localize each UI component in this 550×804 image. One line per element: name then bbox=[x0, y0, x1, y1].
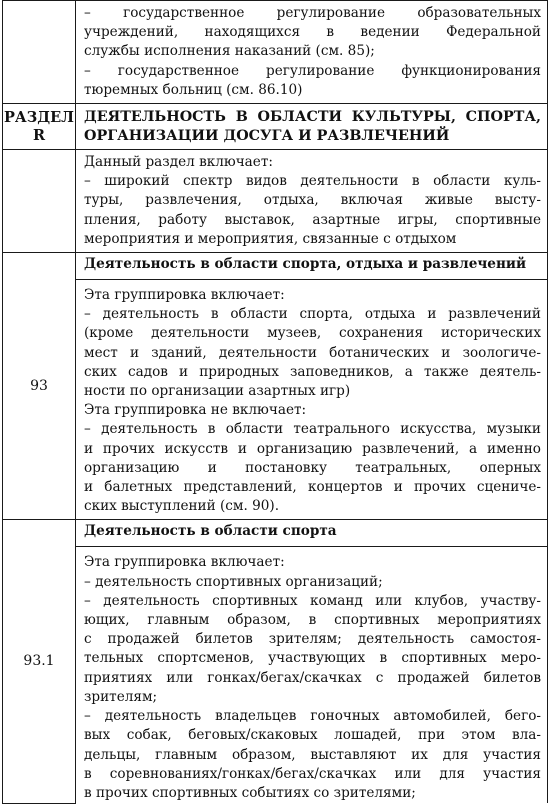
section-title-line: ОРГАНИЗАЦИИ ДОСУГА И РАЗВЛЕЧЕНИЙ bbox=[84, 127, 450, 144]
text-line: вых собак, беговых/скаковых лошадей, при этом вла- bbox=[84, 727, 541, 744]
table-row bbox=[3, 547, 548, 803]
text-line: – деятельность спортивных команд или клубов, участву- bbox=[84, 592, 541, 609]
text-line: – государственное регулирование образовательных bbox=[84, 5, 541, 21]
description-cell bbox=[76, 547, 548, 803]
section-row bbox=[3, 104, 548, 150]
text-line: (кроме деятельности музеев, сохранения исторических bbox=[84, 325, 541, 342]
text-line: дельцы, главным образом, выставляют их для участия bbox=[84, 746, 541, 763]
text-line: – деятельность спортивных организаций; bbox=[84, 573, 383, 590]
code-cell bbox=[3, 1, 76, 104]
text-line: в прочих спортивных событиях со зрителями; bbox=[84, 784, 416, 801]
group-code-cell: 93.1 bbox=[3, 520, 76, 803]
text-line: организацию и постановку театральных, оперных bbox=[84, 459, 541, 476]
text-line: – деятельность владельцев гоночных автомобилей, бего- bbox=[84, 708, 541, 725]
group-heading-cell: Деятельность в области спорта bbox=[76, 520, 548, 547]
section-code-label: РАЗДЕЛ bbox=[4, 108, 74, 126]
classifier-page bbox=[2, 0, 548, 804]
text-line: Эта группировка включает: bbox=[84, 287, 285, 304]
group-heading-row bbox=[3, 253, 548, 280]
text-line: Эта группировка не включает: bbox=[84, 402, 307, 419]
group-heading-cell: Деятельность в области спорта, отдыха и развлечений bbox=[76, 253, 548, 280]
text-line: – широкий спектр видов деятельности в области куль- bbox=[84, 173, 541, 190]
table-row bbox=[3, 280, 548, 520]
text-line: ности по организации азартных игр) bbox=[84, 383, 351, 400]
text-line: туры, развлечения, отдыха, включая живые высту- bbox=[84, 192, 541, 209]
text-line: службы исполнения наказаний (см. 85); bbox=[84, 43, 375, 60]
text-line: и прочих искусств и организацию развлечений, а именно bbox=[84, 440, 541, 457]
text-line: с продажей билетов зрителям; деятельность самостоя- bbox=[84, 631, 541, 648]
description-cell bbox=[76, 150, 548, 253]
section-code-cell bbox=[3, 104, 76, 150]
classifier-table bbox=[2, 0, 548, 804]
group-heading-row bbox=[3, 520, 548, 547]
group-code-cell: 93 bbox=[3, 253, 76, 520]
text-line: Эта группировка включает: bbox=[84, 554, 285, 571]
description-cell bbox=[76, 1, 548, 104]
table-row bbox=[3, 1, 548, 104]
section-code-letter: R bbox=[32, 126, 46, 144]
code-cell bbox=[3, 150, 76, 253]
text-line: – государственное регулирование функционирования bbox=[84, 62, 541, 79]
text-line: учреждений, находящихся в ведении Федеральной bbox=[84, 24, 541, 41]
section-title-cell bbox=[76, 104, 548, 150]
text-line: мест и зданий, деятельности ботанических и зоологиче- bbox=[84, 344, 541, 361]
text-line: в соревнованиях/гонках/бегах/скачках или для участия bbox=[84, 765, 541, 782]
text-line: ющих, главным образом, в спортивных мероприятиях bbox=[84, 612, 541, 629]
text-line: Данный раздел включает: bbox=[84, 154, 273, 171]
section-title-line: ДЕЯТЕЛЬНОСТЬ В ОБЛАСТИ КУЛЬТУРЫ, СПОРТА, bbox=[84, 108, 541, 125]
text-line: и балетных представлений, концертов и прочих сцениче- bbox=[84, 479, 541, 496]
text-line: – деятельность в области спорта, отдыха и развлечений bbox=[84, 306, 541, 323]
text-line: зрителям; bbox=[84, 688, 158, 705]
text-line: ских выступлений (см. 90). bbox=[84, 498, 280, 515]
text-line: приятиях или гонках/бегах/скачках с продажей билетов bbox=[84, 669, 541, 686]
text-line: – деятельность в области театрального искусства, музыки bbox=[84, 421, 541, 438]
table-row bbox=[3, 150, 548, 253]
text-line: пления, работу выставок, азартные игры, спортивные bbox=[84, 211, 541, 228]
text-line: тельных спортсменов, участвующих в спортивных меро- bbox=[84, 650, 541, 667]
text-line: ских садов и природных заповедников, а также деятель- bbox=[84, 363, 541, 380]
text-line: тюремных больниц (см. 86.10) bbox=[84, 81, 303, 98]
text-line: мероприятия и мероприятия, связанные с отдыхом bbox=[84, 230, 457, 247]
description-cell bbox=[76, 280, 548, 520]
